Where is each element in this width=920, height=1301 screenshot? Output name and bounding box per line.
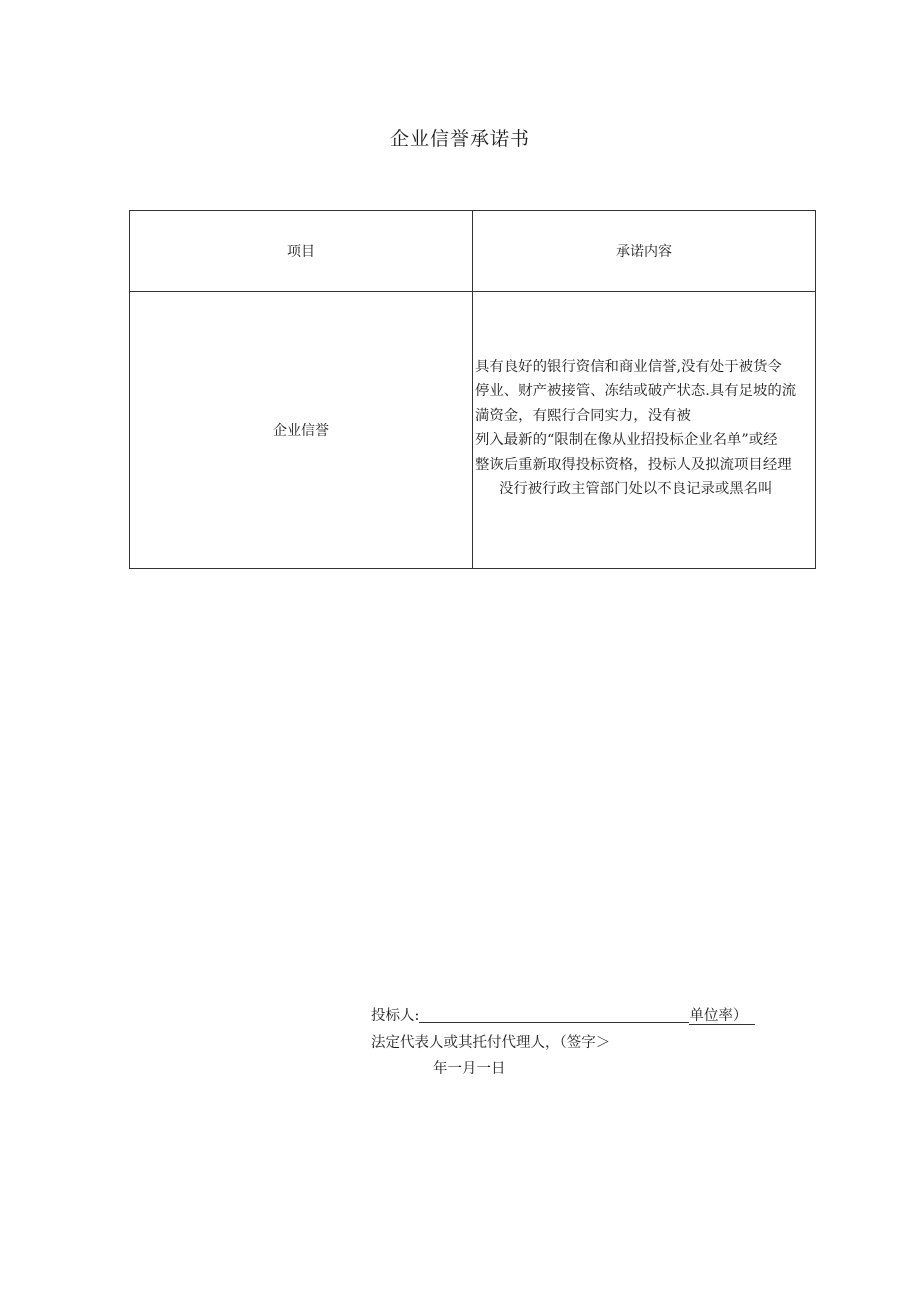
content-line: 列入最新的“限制在像从业招投标企业名单”或经 (475, 432, 778, 448)
pledge-table (129, 210, 816, 569)
content-line: 整诙后重新取得投标资格，投标人及拟流项目经理 (475, 456, 792, 473)
representative-line: 法定代表人或其托付代理人，（签字＞ (371, 1035, 611, 1051)
date-line: 年一月一日 (433, 1061, 506, 1077)
table-row (130, 292, 816, 569)
header-content: 承诺内容 (473, 211, 816, 292)
header-item: 项目 (130, 211, 473, 292)
bidder-blank-field (419, 1006, 689, 1023)
content-line: 満资金，有熙行合同实力，没有被 (475, 407, 691, 424)
content-line: 具有良好的银行资信和商业信誉,没有处于被货令 (475, 358, 782, 375)
row-item: 企业信誉 (130, 292, 473, 569)
table-header-row (130, 211, 816, 292)
content-line: 停业、财产被接管、冻结或破产状态.具有足坡的流 (475, 383, 797, 399)
row-content (473, 292, 816, 569)
bidder-signature-line (371, 1004, 755, 1025)
bidder-label: 投标人: (371, 1008, 420, 1024)
content-line: 没行被行政主管部门处以不良记录或黑名叫 (499, 481, 773, 497)
seal-label: 单位率） (689, 1008, 755, 1025)
document-title: 企业信誉承诺书 (389, 128, 530, 150)
